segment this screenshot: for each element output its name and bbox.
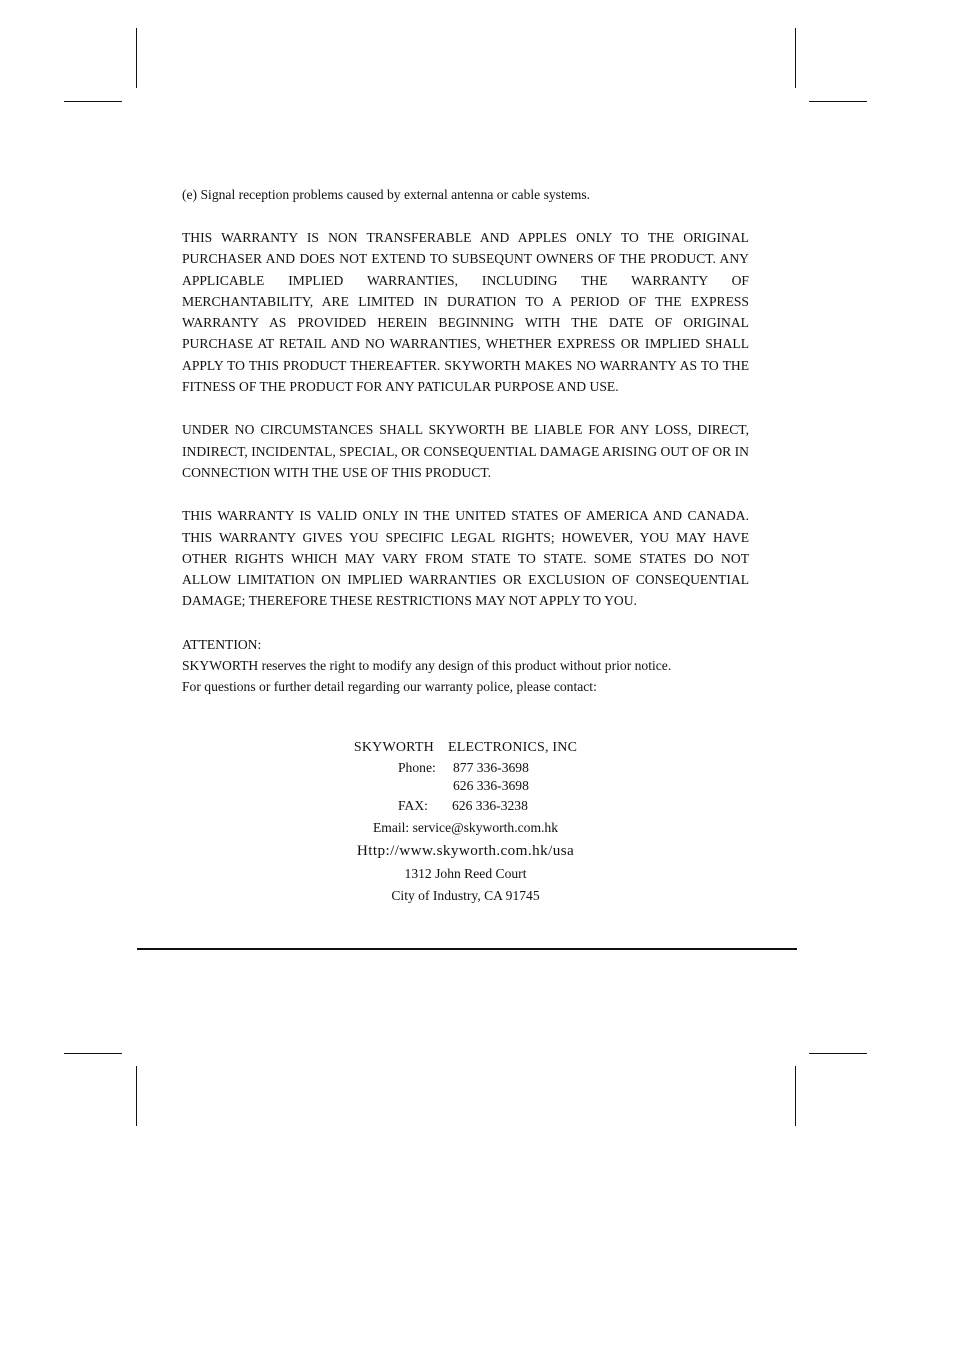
crop-mark-bottom-left-horizontal: [64, 1053, 122, 1054]
validity-paragraph: THIS WARRANTY IS VALID ONLY IN THE UNITED STATES OF AMERICA AND CANADA. THIS WARRANTY GIVES YOU SPECIFIC LEGAL RIGHTS; HOWEVER, YOU MAY HAVE OTHER RIGHTS WHICH MAY VARY FROM STATE TO STATE. SOME STATES DO NOT ALLOW LIMITATION ON IMPLIED WARRANTIES OR EXCLUSION OF CONSEQUENTIAL DAMAGE; THEREFORE THESE RESTRICTIONS MAY NOT APPLY TO YOU.: [182, 508, 749, 609]
attention-heading: ATTENTION:: [182, 636, 262, 652]
attention-line-contact: For questions or further detail regarding our warranty police, please contact:: [182, 679, 597, 695]
crop-mark-bottom-right-horizontal: [809, 1053, 867, 1054]
fax-number: 626 336-3238: [452, 798, 528, 813]
attention-section: [182, 634, 749, 698]
crop-mark-bottom-left-vertical: [136, 1066, 137, 1126]
footer-rule: [137, 948, 797, 950]
phone-row-secondary: [182, 777, 749, 794]
phone-number-1: 877 336-3698: [453, 760, 529, 775]
contact-block: [182, 737, 749, 907]
phone-number-2: 626 336-3698: [453, 778, 529, 793]
crop-mark-top-right-horizontal: [809, 101, 867, 102]
crop-mark-top-left-vertical: [136, 28, 137, 88]
company-name-part1: SKYWORTH: [353, 740, 434, 755]
crop-mark-top-left-horizontal: [64, 101, 122, 102]
fax-label: FAX:: [398, 798, 428, 813]
website-line: Http://www.skyworth.com.hk/usa: [356, 842, 575, 859]
phone-label: Phone:: [398, 760, 436, 775]
item-e: (e) Signal reception problems caused by external antenna or cable systems.: [182, 187, 591, 202]
company-name: [182, 737, 749, 758]
liability-paragraph: UNDER NO CIRCUMSTANCES SHALL SKYWORTH BE LIABLE FOR ANY LOSS, DIRECT, INDIRECT, INCIDENTAL, SPECIAL, OR CONSEQUENTIAL DAMAGE ARISING OUT OF OR IN CONNECTION WITH THE USE OF THIS PRODUCT.: [182, 422, 749, 480]
attention-line-modify: SKYWORTH reserves the right to modify any design of this product without prior notice.: [182, 658, 672, 674]
company-name-part2: ELECTRONICS, INC: [447, 740, 578, 755]
phone-row: [182, 758, 749, 777]
address-line-2: City of Industry, CA 91745: [391, 888, 540, 903]
crop-mark-top-right-vertical: [795, 28, 796, 88]
address-line-1: 1312 John Reed Court: [404, 866, 527, 881]
email-line: Email: service@skyworth.com.hk: [372, 820, 559, 835]
crop-mark-bottom-right-vertical: [795, 1066, 796, 1126]
fax-row: [182, 794, 749, 817]
transfer-paragraph: THIS WARRANTY IS NON TRANSFERABLE AND APPLES ONLY TO THE ORIGINAL PURCHASER AND DOES NOT EXTEND TO SUBSEQUNT OWNERS OF THE PRODUCT. ANY APPLICABLE IMPLIED WARRANTIES, INCLUDING THE WARRANTY OF MERCHANTABILITY, ARE LIMITED IN DURATION TO A PERIOD OF THE EXPRESS WARRANTY AS PROVIDED HEREIN BEGINNING WITH THE DATE OF ORIGINAL PURCHASE AT RETAIL AND NO WARRANTIES, WHETHER EXPRESS OR IMPLIED SHALL APPLY TO THIS PRODUCT THEREAFTER. SKYWORTH MAKES NO WARRANTY AS TO THE FITNESS OF THE PRODUCT FOR ANY PATICULAR PURPOSE AND USE.: [182, 230, 749, 395]
warranty-text: [182, 184, 749, 698]
